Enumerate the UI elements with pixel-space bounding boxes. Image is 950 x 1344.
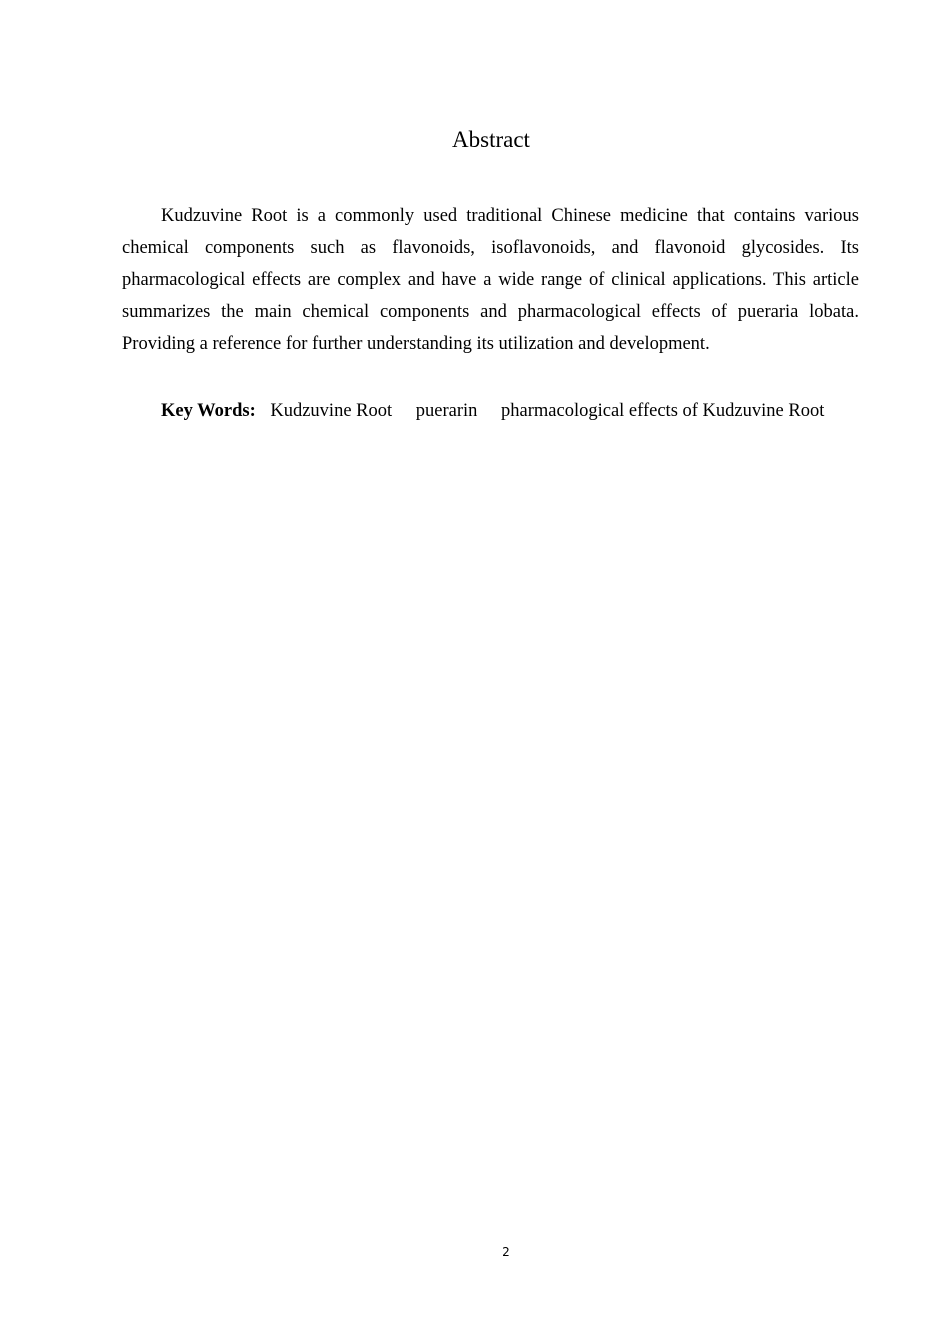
- abstract-title: Abstract: [452, 127, 530, 152]
- keyword-item: Kudzuvine Root: [270, 401, 393, 421]
- page-number: 2: [502, 1245, 510, 1259]
- keywords-label: Key Words:: [161, 401, 256, 421]
- keyword-item: puerarin: [415, 401, 478, 421]
- keyword-item: pharmacological effects of Kudzuvine Root: [501, 401, 825, 421]
- keywords-line: [161, 395, 881, 427]
- abstract-paragraph: Kudzuvine Root is a commonly used traditional Chinese medicine that contains various chemical components such as flavonoids, isoflavonoids, and flavonoid glycosides. Its pharmacological effects are complex and have a wide range of clinical applications. This article summarizes the main chemical components and pharmacological effects of pueraria lobata. Providing a reference for further understanding its utilization and development.: [122, 206, 859, 354]
